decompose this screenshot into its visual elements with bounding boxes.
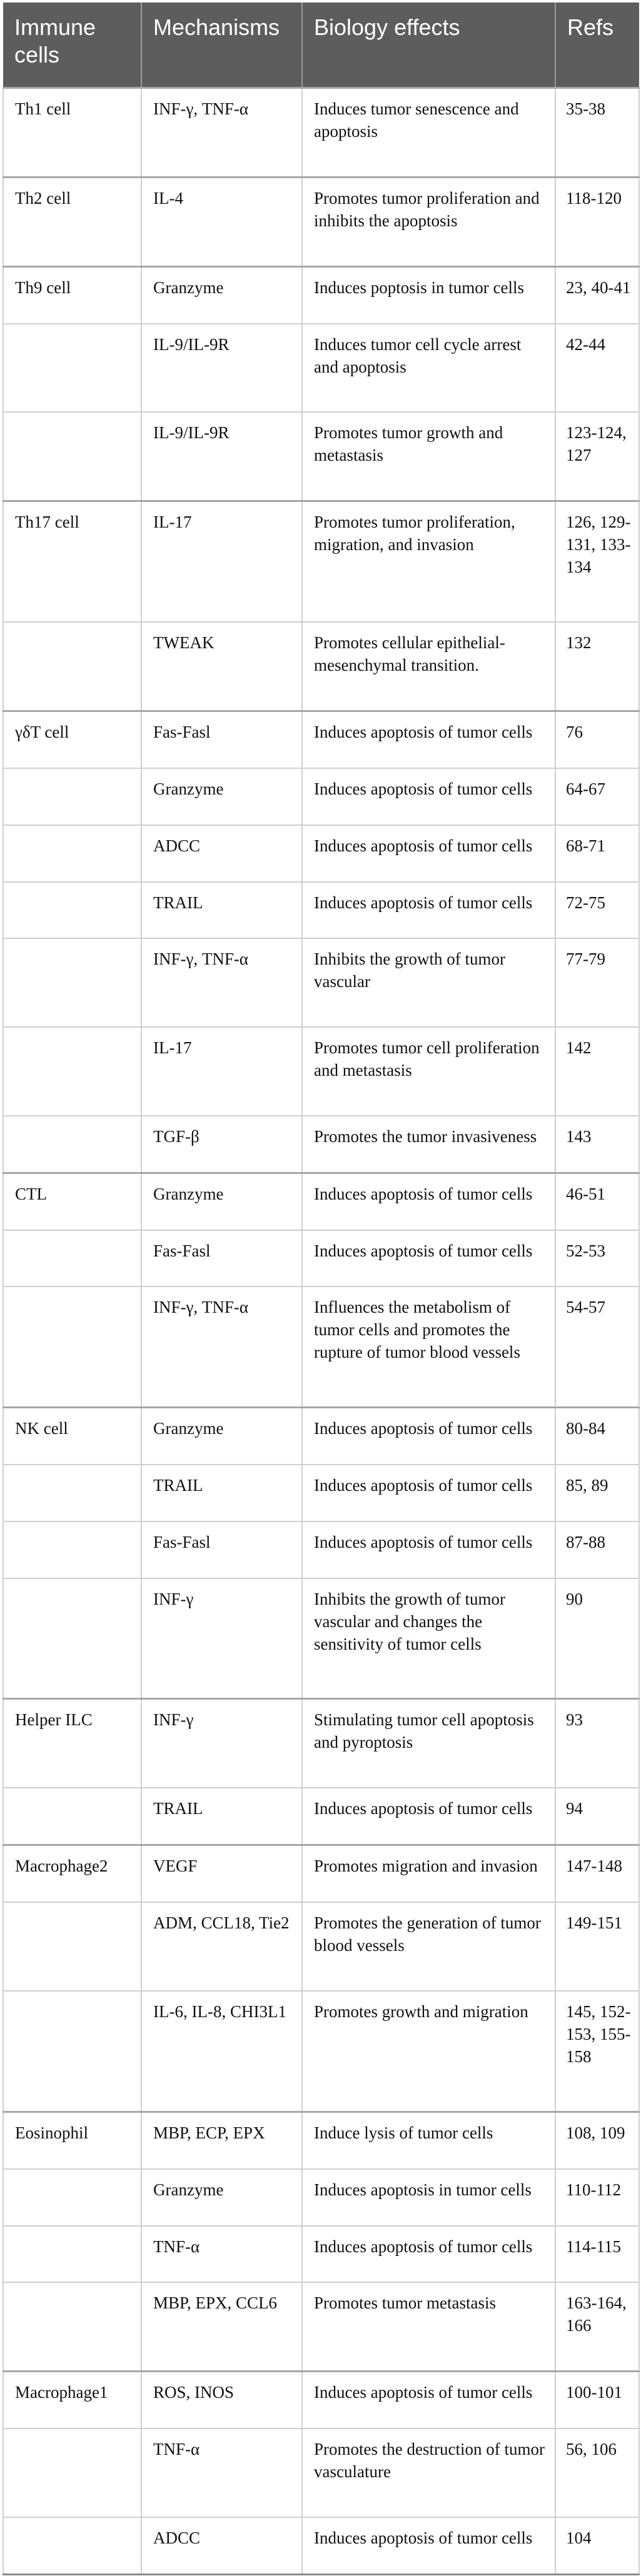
biology-effect-cell: Induces apoptosis of tumor cells xyxy=(302,825,555,882)
table-row xyxy=(3,1521,639,1578)
biology-effect-cell: Promotes migration and invasion xyxy=(302,1845,555,1902)
table-row xyxy=(3,1465,639,1521)
table-row xyxy=(3,711,639,768)
immune-cell-cell xyxy=(3,622,141,711)
mechanism-cell: TWEAK xyxy=(141,622,302,711)
mechanism-cell: IL-6, IL-8, CHI3L1 xyxy=(141,1991,302,2112)
mechanism-cell: Granzyme xyxy=(141,768,302,825)
table-row xyxy=(3,1408,639,1465)
immune-cell-cell: Macrophage2 xyxy=(3,1845,141,1902)
refs-cell: 94 xyxy=(555,1788,639,1845)
immune-cell-cell: Th17 cell xyxy=(3,501,141,622)
biology-effect-cell: Induces apoptosis of tumor cells xyxy=(302,1521,555,1578)
refs-cell: 126, 129-131, 133-134 xyxy=(555,501,639,622)
refs-cell: 68-71 xyxy=(555,825,639,882)
table-row xyxy=(3,266,639,323)
header-immune-cells: Immune cells xyxy=(3,3,141,88)
refs-cell: 56, 106 xyxy=(555,2428,639,2517)
immune-cell-cell: Th1 cell xyxy=(3,88,141,177)
refs-cell: 110-112 xyxy=(555,2169,639,2226)
refs-cell: 85, 89 xyxy=(555,1465,639,1521)
table-row xyxy=(3,2517,639,2575)
mechanism-cell: IL-9/IL-9R xyxy=(141,324,302,413)
table-row xyxy=(3,501,639,622)
mechanism-cell: Granzyme xyxy=(141,1173,302,1230)
table-row xyxy=(3,2169,639,2226)
mechanism-cell: VEGF xyxy=(141,1845,302,1902)
biology-effect-cell: Induces apoptosis in tumor cells xyxy=(302,2169,555,2226)
mechanism-cell: INF-γ, TNF-α xyxy=(141,938,302,1027)
biology-effect-cell: Induces apoptosis of tumor cells xyxy=(302,1788,555,1845)
immune-cell-cell xyxy=(3,1788,141,1845)
mechanism-cell: Granzyme xyxy=(141,2169,302,2226)
table-row xyxy=(3,825,639,882)
table-row xyxy=(3,1699,639,1788)
biology-effect-cell: Induces apoptosis of tumor cells xyxy=(302,1408,555,1465)
biology-effect-cell: Promotes the generation of tumor blood vessels xyxy=(302,1902,555,1991)
table-row xyxy=(3,622,639,711)
immune-cell-cell xyxy=(3,2428,141,2517)
immune-cell-cell xyxy=(3,324,141,413)
mechanism-cell: TRAIL xyxy=(141,882,302,939)
table-row xyxy=(3,324,639,413)
biology-effect-cell: Induces apoptosis of tumor cells xyxy=(302,1173,555,1230)
mechanism-cell: MBP, ECP, EPX xyxy=(141,2112,302,2168)
biology-effect-cell: Promotes the tumor invasiveness xyxy=(302,1116,555,1173)
refs-cell: 118-120 xyxy=(555,177,639,266)
table-row xyxy=(3,88,639,177)
biology-effect-cell: Promotes growth and migration xyxy=(302,1991,555,2112)
table-row xyxy=(3,1578,639,1699)
mechanism-cell: TNF-α xyxy=(141,2226,302,2283)
biology-effect-cell: Induces poptosis in tumor cells xyxy=(302,266,555,323)
mechanism-cell: INF-γ xyxy=(141,1699,302,1788)
immune-cell-cell: Eosinophil xyxy=(3,2112,141,2168)
mechanism-cell: MBP, EPX, CCL6 xyxy=(141,2282,302,2371)
mechanism-cell: INF-γ xyxy=(141,1578,302,1699)
mechanism-cell: INF-γ, TNF-α xyxy=(141,1286,302,1407)
immune-cell-cell xyxy=(3,938,141,1027)
refs-cell: 64-67 xyxy=(555,768,639,825)
immune-cell-cell: Th9 cell xyxy=(3,266,141,323)
biology-effect-cell: Inhibits the growth of tumor vascular and changes the sensitivity of tumor cells xyxy=(302,1578,555,1699)
immune-cell-cell xyxy=(3,1027,141,1116)
immune-cell-cell: NK cell xyxy=(3,1408,141,1465)
table-body xyxy=(3,88,639,2575)
immune-cell-cell xyxy=(3,768,141,825)
immune-cell-cell xyxy=(3,1116,141,1173)
table-row xyxy=(3,1788,639,1845)
biology-effect-cell: Promotes tumor growth and metastasis xyxy=(302,412,555,501)
table-row xyxy=(3,412,639,501)
refs-cell: 93 xyxy=(555,1699,639,1788)
biology-effect-cell: Induces apoptosis of tumor cells xyxy=(302,2517,555,2575)
mechanism-cell: ADCC xyxy=(141,2517,302,2575)
table-row xyxy=(3,882,639,939)
refs-cell: 46-51 xyxy=(555,1173,639,1230)
immune-cell-cell xyxy=(3,2169,141,2226)
immune-cell-cell xyxy=(3,2226,141,2283)
immune-cell-cell xyxy=(3,1230,141,1287)
table-row xyxy=(3,1027,639,1116)
mechanism-cell: Fas-Fasl xyxy=(141,1230,302,1287)
table-row xyxy=(3,1902,639,1991)
mechanism-cell: Granzyme xyxy=(141,266,302,323)
immune-cell-cell: Macrophage1 xyxy=(3,2372,141,2428)
refs-cell: 142 xyxy=(555,1027,639,1116)
biology-effect-cell: Induce lysis of tumor cells xyxy=(302,2112,555,2168)
refs-cell: 132 xyxy=(555,622,639,711)
mechanism-cell: TNF-α xyxy=(141,2428,302,2517)
table-row xyxy=(3,2112,639,2168)
table-header xyxy=(3,3,639,88)
biology-effect-cell: Promotes the destruction of tumor vasculature xyxy=(302,2428,555,2517)
refs-cell: 100-101 xyxy=(555,2372,639,2428)
table-row xyxy=(3,1173,639,1230)
refs-cell: 87-88 xyxy=(555,1521,639,1578)
refs-cell: 90 xyxy=(555,1578,639,1699)
biology-effect-cell: Promotes tumor proliferation, migration, and invasion xyxy=(302,501,555,622)
immune-cell-cell: Helper ILC xyxy=(3,1699,141,1788)
mechanism-cell: TRAIL xyxy=(141,1788,302,1845)
biology-effect-cell: Promotes cellular epithelial-mesenchymal transition. xyxy=(302,622,555,711)
immune-cell-cell: Th2 cell xyxy=(3,177,141,266)
table-row xyxy=(3,1116,639,1173)
mechanism-cell: INF-γ, TNF-α xyxy=(141,88,302,177)
mechanism-cell: ROS, INOS xyxy=(141,2372,302,2428)
biology-effect-cell: Induces apoptosis of tumor cells xyxy=(302,2372,555,2428)
immune-cell-cell xyxy=(3,1521,141,1578)
refs-cell: 147-148 xyxy=(555,1845,639,1902)
refs-cell: 54-57 xyxy=(555,1286,639,1407)
biology-effect-cell: Influences the metabolism of tumor cells and promotes the rupture of tumor blood vessels xyxy=(302,1286,555,1407)
header-mechanisms: Mechanisms xyxy=(141,3,302,88)
table-row xyxy=(3,1845,639,1902)
refs-cell: 143 xyxy=(555,1116,639,1173)
refs-cell: 23, 40-41 xyxy=(555,266,639,323)
refs-cell: 163-164, 166 xyxy=(555,2282,639,2371)
mechanism-cell: ADM, CCL18, Tie2 xyxy=(141,1902,302,1991)
biology-effect-cell: Induces apoptosis of tumor cells xyxy=(302,2226,555,2283)
immune-cell-cell xyxy=(3,825,141,882)
immune-cell-cell xyxy=(3,2282,141,2371)
refs-cell: 42-44 xyxy=(555,324,639,413)
biology-effect-cell: Promotes tumor metastasis xyxy=(302,2282,555,2371)
refs-cell: 35-38 xyxy=(555,88,639,177)
table-row xyxy=(3,1230,639,1287)
biology-effect-cell: Induces apoptosis of tumor cells xyxy=(302,768,555,825)
biology-effect-cell: Induces apoptosis of tumor cells xyxy=(302,1230,555,1287)
immune-cell-cell xyxy=(3,1578,141,1699)
table-row xyxy=(3,177,639,266)
table-row xyxy=(3,1286,639,1407)
immune-cell-cell: CTL xyxy=(3,1173,141,1230)
immune-cell-cell: γδT cell xyxy=(3,711,141,768)
biology-effect-cell: Induces tumor cell cycle arrest and apoptosis xyxy=(302,324,555,413)
immune-cell-cell xyxy=(3,412,141,501)
header-refs: Refs xyxy=(555,3,639,88)
refs-cell: 145, 152-153, 155-158 xyxy=(555,1991,639,2112)
refs-cell: 114-115 xyxy=(555,2226,639,2283)
header-biology-effects: Biology effects xyxy=(302,3,555,88)
mechanism-cell: IL-9/IL-9R xyxy=(141,412,302,501)
mechanism-cell: Fas-Fasl xyxy=(141,1521,302,1578)
mechanism-cell: Fas-Fasl xyxy=(141,711,302,768)
refs-cell: 52-53 xyxy=(555,1230,639,1287)
refs-cell: 80-84 xyxy=(555,1408,639,1465)
refs-cell: 123-124, 127 xyxy=(555,412,639,501)
mechanism-cell: IL-17 xyxy=(141,501,302,622)
mechanism-cell: TGF-β xyxy=(141,1116,302,1173)
immune-cell-cell xyxy=(3,882,141,939)
table-row xyxy=(3,938,639,1027)
immune-cell-cell xyxy=(3,1465,141,1521)
biology-effect-cell: Promotes tumor proliferation and inhibits the apoptosis xyxy=(302,177,555,266)
header-row xyxy=(3,3,639,88)
refs-cell: 149-151 xyxy=(555,1902,639,1991)
table-row xyxy=(3,2226,639,2283)
biology-effect-cell: Induces tumor senescence and apoptosis xyxy=(302,88,555,177)
immune-cell-cell xyxy=(3,2517,141,2575)
immune-cell-cell xyxy=(3,1286,141,1407)
refs-cell: 76 xyxy=(555,711,639,768)
table-row xyxy=(3,1991,639,2112)
refs-cell: 72-75 xyxy=(555,882,639,939)
table-row xyxy=(3,768,639,825)
biology-effect-cell: Induces apoptosis of tumor cells xyxy=(302,711,555,768)
immune-cells-table xyxy=(3,3,640,2575)
mechanism-cell: ADCC xyxy=(141,825,302,882)
biology-effect-cell: Induces apoptosis of tumor cells xyxy=(302,882,555,939)
biology-effect-cell: Promotes tumor cell proliferation and metastasis xyxy=(302,1027,555,1116)
immune-cells-table-container xyxy=(3,3,638,2575)
biology-effect-cell: Stimulating tumor cell apoptosis and pyroptosis xyxy=(302,1699,555,1788)
biology-effect-cell: Inhibits the growth of tumor vascular xyxy=(302,938,555,1027)
biology-effect-cell: Induces apoptosis of tumor cells xyxy=(302,1465,555,1521)
immune-cell-cell xyxy=(3,1902,141,1991)
mechanism-cell: Granzyme xyxy=(141,1408,302,1465)
table-row xyxy=(3,2372,639,2428)
table-row xyxy=(3,2282,639,2371)
immune-cell-cell xyxy=(3,1991,141,2112)
refs-cell: 77-79 xyxy=(555,938,639,1027)
refs-cell: 104 xyxy=(555,2517,639,2575)
mechanism-cell: TRAIL xyxy=(141,1465,302,1521)
refs-cell: 108, 109 xyxy=(555,2112,639,2168)
table-row xyxy=(3,2428,639,2517)
mechanism-cell: IL-4 xyxy=(141,177,302,266)
mechanism-cell: IL-17 xyxy=(141,1027,302,1116)
